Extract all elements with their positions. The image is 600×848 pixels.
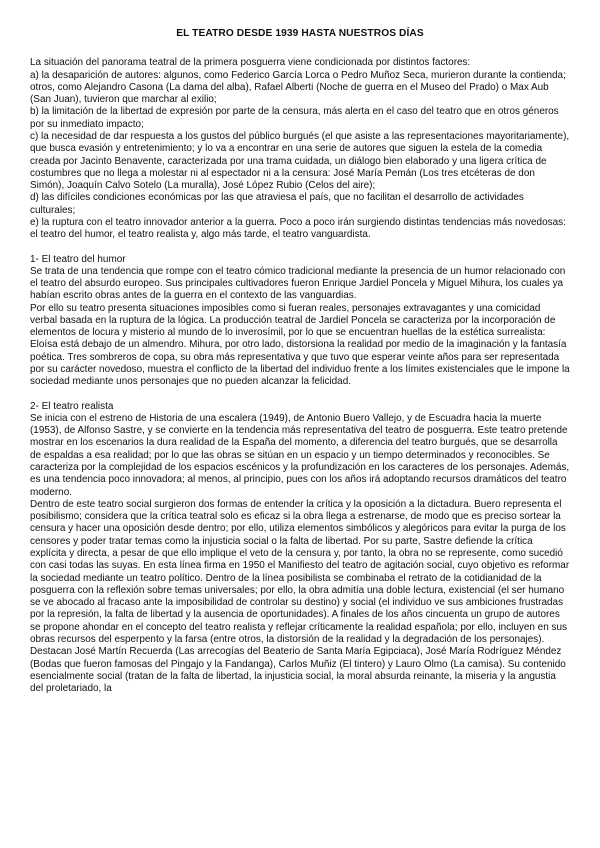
factor-c: c) la necesidad de dar respuesta a los gustos del público burgués (el que asiste a las representaciones mayoritariamente), que busca evasión y entretenimiento; y lo va a encontrar en una serie de autores que siguen la estela de la comedia creada por Jacinto Benavente, caracterizada por una trama cuidada, un diálogo bien elaborado y una ligera crítica de costumbres que no llega a molestar ni al espectador ni a la censura: José María Pemán (Los tres etcéteras de don Simón), Joaquín Calvo Sotelo (La muralla), José López Rubio (Celos del aire); xyxy=(30,130,570,192)
paragraph: Se inicia con el estreno de Historia de una escalera (1949), de Antonio Buero Vallejo, y de Escuadra hacia la muerte (1953), de Alfonso Sastre, y se convierte en la tendencia más representativa del teatro de posguerra. Este teatro pretende mostrar en los escenarios la dura realidad de la España del momento, a diferencia del teatro burgués, que se desarrolla de espaldas a esa realidad; por lo que las obras se sitúan en un espacio y un tiempo determinados y reconocibles. Se caracteriza por la complejidad de los espacios escénicos y la profundización en los caracteres de los personajes. Además, es una tendencia poco innovadora; al menos, al principio, pues con los años irá adoptando recursos dramáticos del teatro moderno. xyxy=(30,412,570,498)
section-realista xyxy=(30,401,570,696)
factor-e: e) la ruptura con el teatro innovador anterior a la guerra. Poco a poco irán surgiendo distintas tendencias más novedosas: el teatro del humor, el teatro realista y, algo más tarde, el teatro vanguardista. xyxy=(30,216,566,241)
intro-block xyxy=(30,57,570,241)
paragraph: Por ello su teatro presenta situaciones imposibles como si fueran reales, personajes extravagantes y una comicidad verbal basada en la ruptura de la lógica. La producción teatral de Jardiel Poncela se caracteriza por la incorporación de elementos de locura y misterio al mundo de lo inverosímil, por lo que se encuentran huellas de la estética surrealista: Eloísa está debajo de un almendro. Mihura, por otro lado, distorsiona la realidad por medio de la imaginación y la fantasía poética. Tres sombreros de copa, su obra más representativa y que tuvo que esperar veinte años para ser representada por su carácter novedoso, muestra el conflicto de la libertad del individuo frente a los límites existenciales que le impone la sociedad mediante unos personajes que no pueden alcanzar la felicidad. xyxy=(30,302,570,388)
factor-d: d) las difíciles condiciones económicas por las que atraviesa el país, que no facilitan el desarrollo de actividades culturales; xyxy=(30,192,524,216)
intro-lead: La situación del panorama teatral de la primera posguerra viene condicionada por distintos factores: xyxy=(30,57,471,69)
factor-a: a) la desaparición de autores: algunos, como Federico García Lorca o Pedro Muñoz Seca, murieron durante la contienda; otros, como Alejandro Casona (La dama del alba), Rafael Alberti (Noche de guerra en el Museo del Prado) o Max Aub (San Juan), tuvieron que marchar al exilio; xyxy=(30,69,566,106)
section-heading: 2- El teatro realista xyxy=(30,400,114,412)
paragraph: Dentro de este teatro social surgieron dos formas de entender la crítica y la oposición a la dictadura. Buero representa el posibilismo; considera que la crítica teatral solo es eficaz si la obra llega a estrenarse, de modo que es preciso sortear la censura y hacer una oposición desde dentro; por ello, utiliza elementos simbólicos y alegóricos para evitar la purga de los censores y poder tratar temas como la injusticia social o la falta de libertad. Por su parte, Sastre defiende la crítica explícita y directa, a pesar de que ello implique el veto de la censura y, por tanto, la obra no se represente, como sucedió con casi todas las suyas. En esta línea firma en 1950 el Manifiesto del teatro de agitación social, cuyo objetivo es reformar la sociedad mediante un teatro político. Dentro de la línea posibilista se combinaba el retrato de la cotidianidad de la posguerra con la reflexión sobre temas universales; por ello, la obra admitía una doble lectura, existencial (el ser humano se ve abocado al fracaso ante la imposibilidad de controlar su destino) y social (el individuo ve sus ambiciones frustradas por la represión, la falta de libertad y la ausencia de oportunidades). A finales de los años cincuenta un grupo de autores se propone ahondar en el concepto del teatro realista y reflejar críticamente la realidad española; por ello, incluyen en sus obras recursos del esperpento y la farsa (entre otros, la distorsión de la realidad y la degradación de los personajes). Destacan José Martín Recuerda (Las arrecogías del Beaterio de Santa María Egipciaca), José María Rodríguez Méndez (Bodas que fueron famosas del Pingajo y la Fandanga), Carlos Muñiz (El tintero) y Lauro Olmo (La camisa). Su contenido esencialmente social (tratan de la falta de libertad, la injusticia social, la moral absurda reinante, la miseria y la angustia del proletariado, la xyxy=(30,498,570,695)
spacer xyxy=(30,389,570,401)
document-title: EL TEATRO DESDE 1939 HASTA NUESTROS DÍAS xyxy=(176,28,424,39)
section-humor xyxy=(30,254,570,389)
factor-b: b) la limitación de la libertad de expresión por parte de la censura, más alerta en el caso del teatro que en otros géneros por su inmediato impacto; xyxy=(30,106,559,130)
paragraph: Se trata de una tendencia que rompe con el teatro cómico tradicional mediante la presencia de un humor relacionado con el teatro del absurdo europeo. Sus principales cultivadores fueron Enrique Jardiel Poncela y Miguel Mihura, los cuales ya habían escrito obras antes de la guerra en el contexto de las vanguardias. xyxy=(30,265,566,302)
spacer xyxy=(30,242,570,254)
section-heading: 1- El teatro del humor xyxy=(30,253,126,265)
